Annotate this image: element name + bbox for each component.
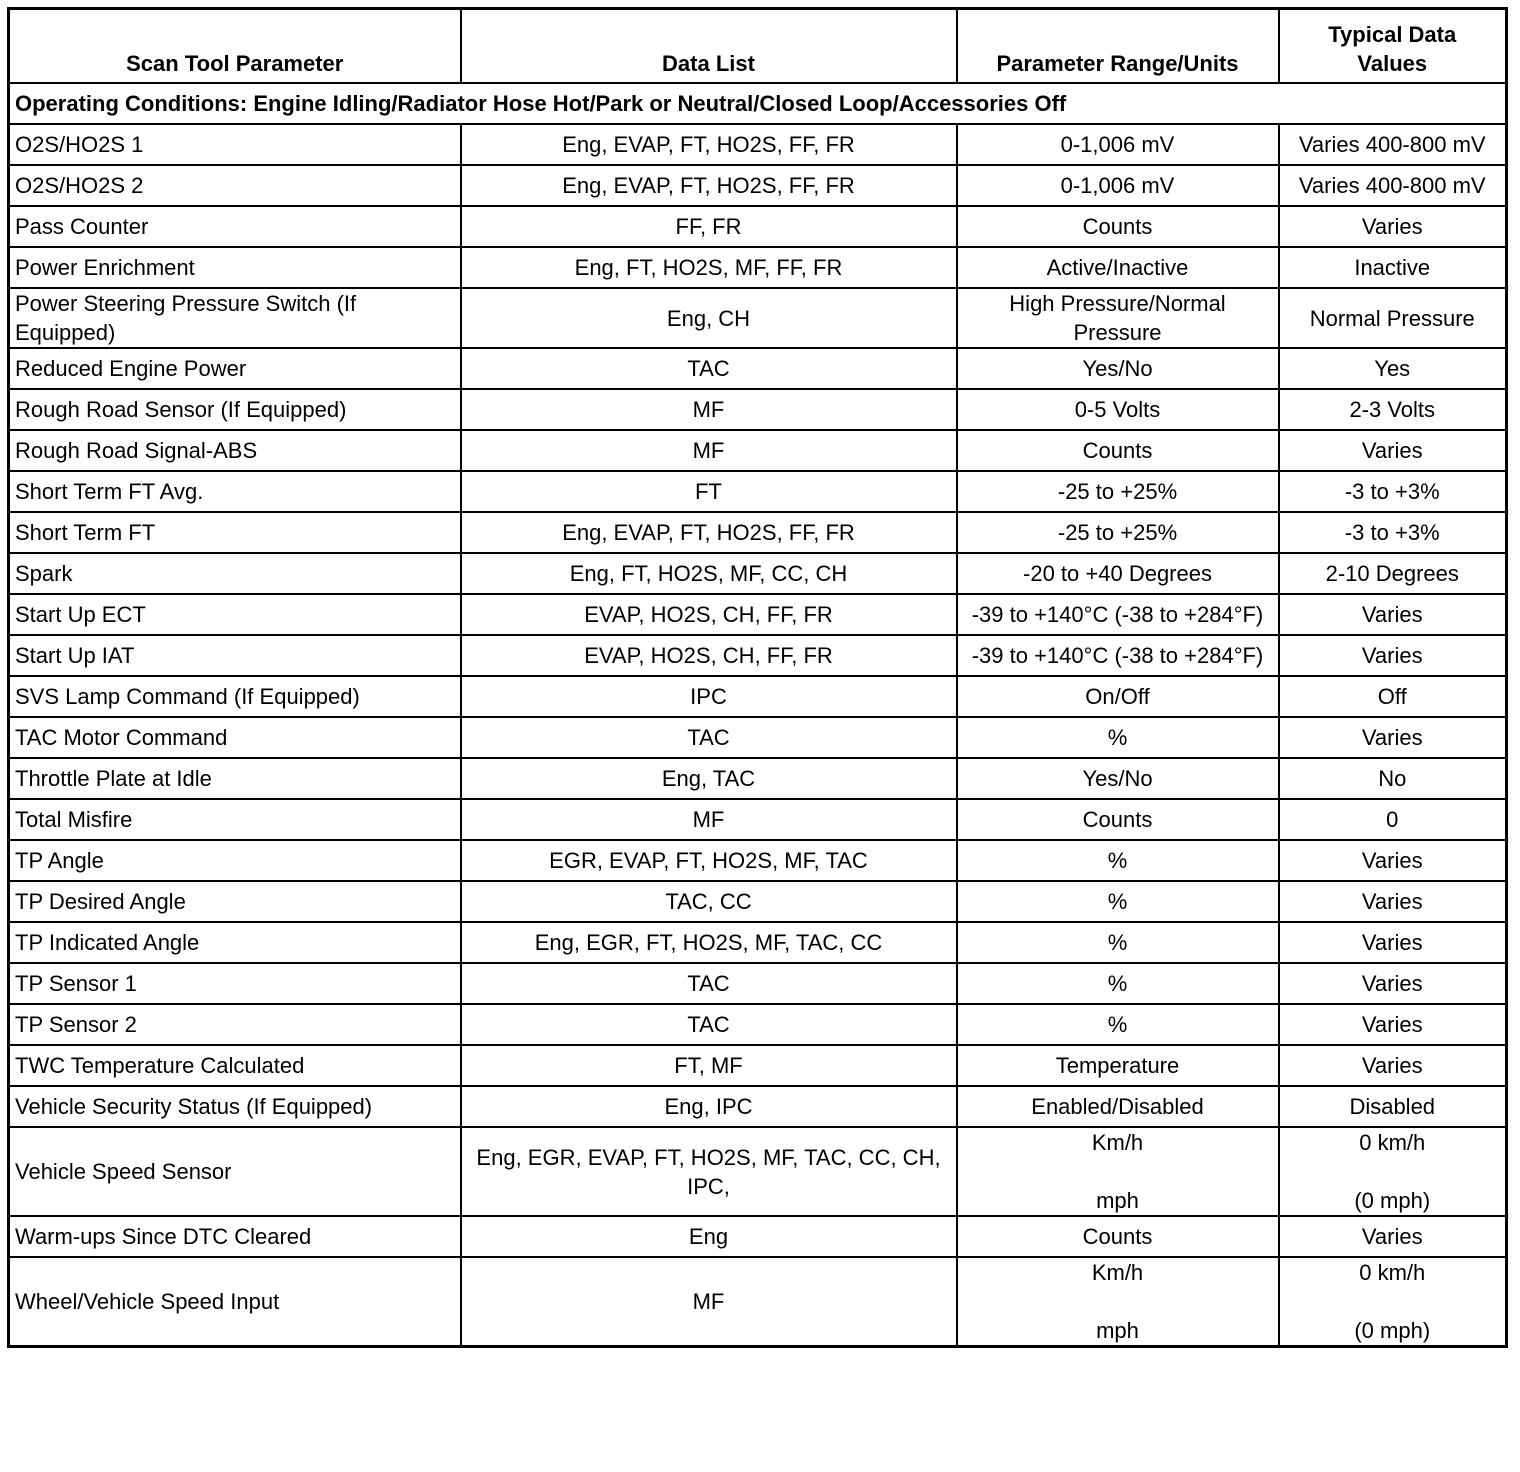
data-list-cell: EGR, EVAP, FT, HO2S, MF, TAC <box>461 840 957 881</box>
range-cell: -25 to +25% <box>957 471 1279 512</box>
table-row <box>9 553 1507 594</box>
header-parameter-range: Parameter Range/Units <box>957 9 1279 84</box>
operating-conditions: Operating Conditions: Engine Idling/Radiator Hose Hot/Park or Neutral/Closed Loop/Accessories Off <box>9 83 1507 124</box>
range-cell: % <box>957 922 1279 963</box>
header-data-list: Data List <box>461 9 957 84</box>
data-list-cell: TAC, CC <box>461 881 957 922</box>
header-row <box>9 9 1507 84</box>
parameter-cell: Short Term FT Avg. <box>9 471 461 512</box>
parameter-cell: Vehicle Speed Sensor <box>9 1127 461 1216</box>
table-row <box>9 881 1507 922</box>
parameter-cell: Short Term FT <box>9 512 461 553</box>
data-list-cell: TAC <box>461 348 957 389</box>
data-list-cell: TAC <box>461 963 957 1004</box>
typical-value-cell: Varies <box>1279 635 1507 676</box>
data-list-cell: Eng <box>461 1216 957 1257</box>
parameter-cell: TAC Motor Command <box>9 717 461 758</box>
scan-tool-data-table <box>7 7 1508 1348</box>
range-cell: -39 to +140°C (-38 to +284°F) <box>957 594 1279 635</box>
typical-value-cell: Inactive <box>1279 247 1507 288</box>
parameter-cell: TWC Temperature Calculated <box>9 1045 461 1086</box>
typical-value-cell: Varies <box>1279 717 1507 758</box>
parameter-cell: TP Sensor 2 <box>9 1004 461 1045</box>
typical-value-cell: -3 to +3% <box>1279 471 1507 512</box>
typical-value-cell: Varies <box>1279 430 1507 471</box>
table-row <box>9 717 1507 758</box>
range-cell: Counts <box>957 1216 1279 1257</box>
typical-value-cell: Normal Pressure <box>1279 288 1507 348</box>
range-cell: Yes/No <box>957 758 1279 799</box>
data-list-cell: TAC <box>461 1004 957 1045</box>
typical-value-cell: 2-10 Degrees <box>1279 553 1507 594</box>
parameter-cell: Vehicle Security Status (If Equipped) <box>9 1086 461 1127</box>
range-cell: % <box>957 840 1279 881</box>
range-cell: Counts <box>957 206 1279 247</box>
range-cell: High Pressure/Normal Pressure <box>957 288 1279 348</box>
data-list-cell: TAC <box>461 717 957 758</box>
parameter-cell: Spark <box>9 553 461 594</box>
parameter-cell: O2S/HO2S 1 <box>9 124 461 165</box>
parameter-cell: TP Desired Angle <box>9 881 461 922</box>
parameter-cell: Start Up ECT <box>9 594 461 635</box>
typical-value-cell: Varies <box>1279 963 1507 1004</box>
table-row <box>9 1216 1507 1257</box>
data-list-cell: Eng, TAC <box>461 758 957 799</box>
typical-value-cell: 0 <box>1279 799 1507 840</box>
parameter-cell: Power Steering Pressure Switch (If Equipped) <box>9 288 461 348</box>
table-row <box>9 471 1507 512</box>
table-row <box>9 430 1507 471</box>
data-list-cell: MF <box>461 430 957 471</box>
data-list-cell: MF <box>461 389 957 430</box>
range-cell: % <box>957 1004 1279 1045</box>
parameter-cell: Wheel/Vehicle Speed Input <box>9 1257 461 1347</box>
range-cell: Enabled/Disabled <box>957 1086 1279 1127</box>
typical-value-cell: Varies <box>1279 1045 1507 1086</box>
table-row <box>9 206 1507 247</box>
parameter-cell: Start Up IAT <box>9 635 461 676</box>
range-cell: 0-1,006 mV <box>957 165 1279 206</box>
parameter-cell: Throttle Plate at Idle <box>9 758 461 799</box>
table-row <box>9 676 1507 717</box>
range-cell: % <box>957 963 1279 1004</box>
range-cell: Counts <box>957 799 1279 840</box>
table-row <box>9 512 1507 553</box>
parameter-cell: Rough Road Signal-ABS <box>9 430 461 471</box>
data-list-cell: Eng, CH <box>461 288 957 348</box>
range-cell: Yes/No <box>957 348 1279 389</box>
data-list-cell: EVAP, HO2S, CH, FF, FR <box>461 594 957 635</box>
typical-value-cell: Varies <box>1279 206 1507 247</box>
table-row <box>9 840 1507 881</box>
typical-value-cell: 0 km/h (0 mph) <box>1279 1127 1507 1216</box>
data-list-cell: Eng, EVAP, FT, HO2S, FF, FR <box>461 124 957 165</box>
data-list-cell: Eng, EVAP, FT, HO2S, FF, FR <box>461 165 957 206</box>
range-cell: -39 to +140°C (-38 to +284°F) <box>957 635 1279 676</box>
parameter-cell: Pass Counter <box>9 206 461 247</box>
parameter-cell: TP Indicated Angle <box>9 922 461 963</box>
table-row <box>9 922 1507 963</box>
typical-value-cell: Varies <box>1279 840 1507 881</box>
data-list-cell: FT, MF <box>461 1045 957 1086</box>
typical-value-cell: Varies 400-800 mV <box>1279 124 1507 165</box>
typical-value-cell: Varies <box>1279 922 1507 963</box>
table-row <box>9 1127 1507 1216</box>
typical-value-cell: Varies <box>1279 1004 1507 1045</box>
range-cell: 0-1,006 mV <box>957 124 1279 165</box>
table-row <box>9 1004 1507 1045</box>
data-list-cell: FF, FR <box>461 206 957 247</box>
parameter-cell: O2S/HO2S 2 <box>9 165 461 206</box>
table-row <box>9 389 1507 430</box>
range-cell: Temperature <box>957 1045 1279 1086</box>
table-row <box>9 1257 1507 1347</box>
table-row <box>9 758 1507 799</box>
range-cell: Active/Inactive <box>957 247 1279 288</box>
table-row <box>9 165 1507 206</box>
parameter-cell: Power Enrichment <box>9 247 461 288</box>
data-list-cell: Eng, EGR, FT, HO2S, MF, TAC, CC <box>461 922 957 963</box>
range-cell: % <box>957 881 1279 922</box>
parameter-cell: TP Sensor 1 <box>9 963 461 1004</box>
typical-value-cell: Varies <box>1279 1216 1507 1257</box>
table-row <box>9 635 1507 676</box>
range-cell: Km/h mph <box>957 1257 1279 1347</box>
range-cell: On/Off <box>957 676 1279 717</box>
table-row <box>9 799 1507 840</box>
parameter-cell: Reduced Engine Power <box>9 348 461 389</box>
typical-value-cell: Off <box>1279 676 1507 717</box>
typical-value-cell: Disabled <box>1279 1086 1507 1127</box>
typical-value-cell: Yes <box>1279 348 1507 389</box>
table-row <box>9 1086 1507 1127</box>
range-cell: Counts <box>957 430 1279 471</box>
typical-value-cell: -3 to +3% <box>1279 512 1507 553</box>
table-row <box>9 594 1507 635</box>
parameter-cell: Warm-ups Since DTC Cleared <box>9 1216 461 1257</box>
typical-value-cell: No <box>1279 758 1507 799</box>
parameter-cell: Total Misfire <box>9 799 461 840</box>
data-list-cell: Eng, FT, HO2S, MF, FF, FR <box>461 247 957 288</box>
typical-value-cell: 2-3 Volts <box>1279 389 1507 430</box>
table-row <box>9 288 1507 348</box>
data-list-cell: Eng, FT, HO2S, MF, CC, CH <box>461 553 957 594</box>
range-cell: -20 to +40 Degrees <box>957 553 1279 594</box>
table-row <box>9 247 1507 288</box>
table-row <box>9 963 1507 1004</box>
table-row <box>9 124 1507 165</box>
table-row <box>9 1045 1507 1086</box>
table-row <box>9 348 1507 389</box>
range-cell: -25 to +25% <box>957 512 1279 553</box>
data-list-cell: MF <box>461 1257 957 1347</box>
data-list-cell: MF <box>461 799 957 840</box>
operating-conditions-row <box>9 83 1507 124</box>
header-typical-values: Typical Data Values <box>1279 9 1507 84</box>
typical-value-cell: Varies 400-800 mV <box>1279 165 1507 206</box>
data-list-cell: Eng, IPC <box>461 1086 957 1127</box>
typical-value-cell: Varies <box>1279 594 1507 635</box>
data-list-cell: FT <box>461 471 957 512</box>
typical-value-cell: Varies <box>1279 881 1507 922</box>
range-cell: % <box>957 717 1279 758</box>
parameter-cell: SVS Lamp Command (If Equipped) <box>9 676 461 717</box>
data-list-cell: Eng, EVAP, FT, HO2S, FF, FR <box>461 512 957 553</box>
typical-value-cell: 0 km/h (0 mph) <box>1279 1257 1507 1347</box>
header-scan-tool-parameter: Scan Tool Parameter <box>9 9 461 84</box>
data-list-cell: EVAP, HO2S, CH, FF, FR <box>461 635 957 676</box>
data-list-cell: Eng, EGR, EVAP, FT, HO2S, MF, TAC, CC, CH, IPC, <box>461 1127 957 1216</box>
data-list-cell: IPC <box>461 676 957 717</box>
parameter-cell: TP Angle <box>9 840 461 881</box>
range-cell: 0-5 Volts <box>957 389 1279 430</box>
range-cell: Km/h mph <box>957 1127 1279 1216</box>
parameter-cell: Rough Road Sensor (If Equipped) <box>9 389 461 430</box>
